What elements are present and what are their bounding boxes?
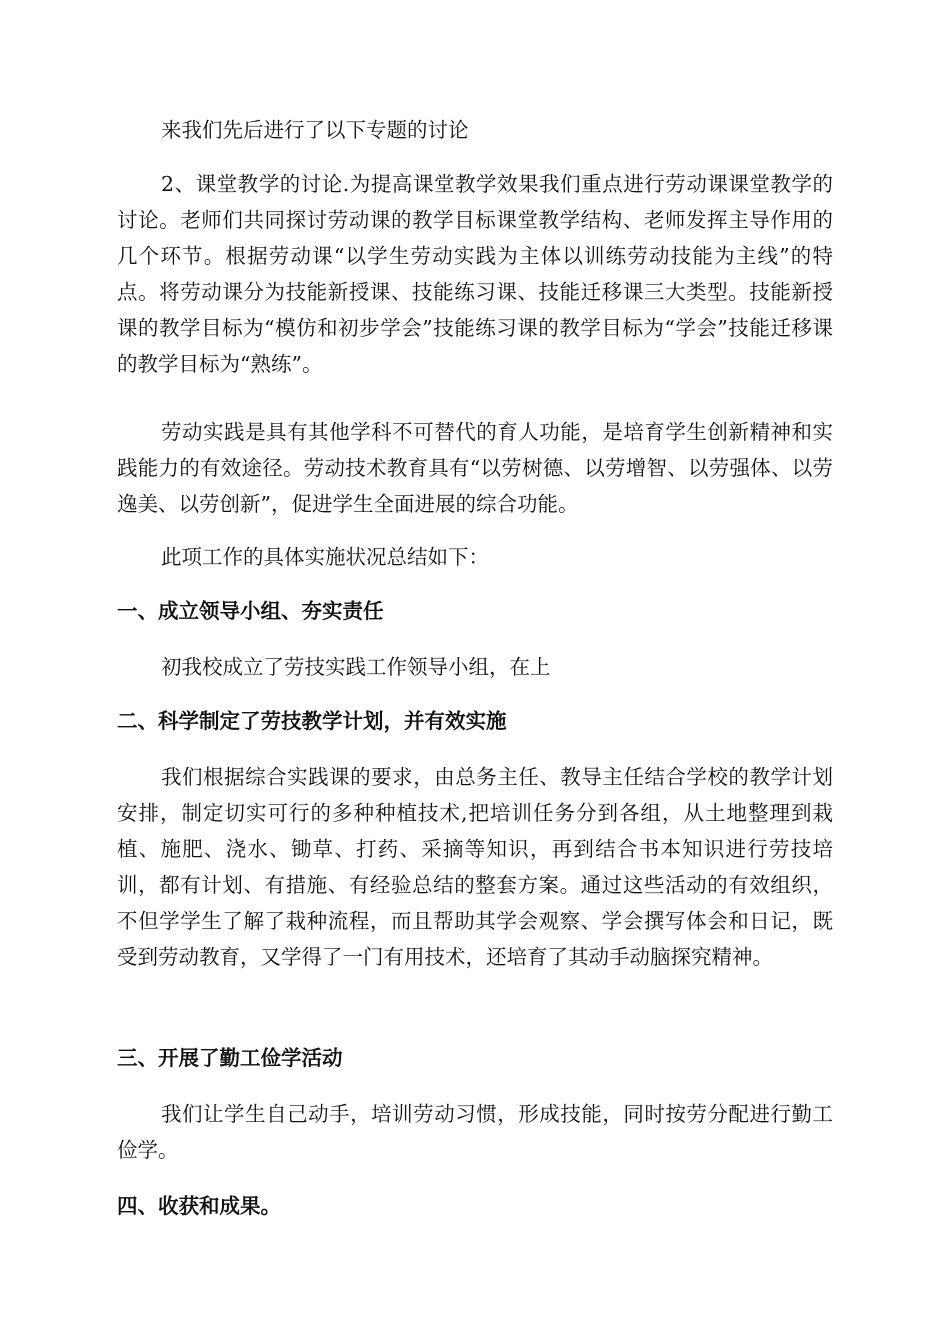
paragraph-teaching-plan: 我们根据综合实践课的要求，由总务主任、教导主任结合学校的教学计划安排，制定切实可行的多种种植技术,把培训任务分到各组，从土地整理到栽植、施肥、浇水、锄草、打药、采摘等知识，再到结合书本知识进行劳技培训，都有计划、有措施、有经验总结的整套方案。通过这些活动的有效组织，不但学学生了解了栽种流程，而且帮助其学会观察、学会撰写体会和日记，既受到劳动教育，又学得了一门有用技术，还培育了其动手动脑探究精神。	[117, 765, 833, 969]
heading-section-3: 三、开展了勤工俭学活动	[117, 1046, 343, 1070]
paragraph-work-study: 我们让学生自己动手，培训劳动习惯，形成技能，同时按劳分配进行勤工俭学。	[117, 1102, 833, 1162]
paragraph-intro: 来我们先后进行了以下专题的讨论	[161, 118, 469, 142]
paragraph-classroom-discussion: 2、课堂教学的讨论.为提高课堂教学效果我们重点进行劳动课课堂教学的讨论。老师们共同探讨劳动课的教学目标课堂教学结构、老师发挥主导作用的几个环节。根据劳动课“以学生劳动实践为主体以训练劳动技能为主线”的特点。将劳动课分为技能新授课、技能练习课、技能迁移课三大类型。技能新授课的教学目标为“模仿和初步学会”技能练习课的教学目标为“学会”技能迁移课的教学目标为“熟练”。	[117, 172, 833, 376]
paragraph-summary-intro: 此项工作的具体实施状况总结如下：	[161, 545, 489, 569]
heading-section-4: 四、收获和成果。	[117, 1194, 281, 1218]
paragraph-leadership-group: 初我校成立了劳技实践工作领导小组，在上	[161, 655, 551, 679]
paragraph-labor-practice: 劳动实践是具有其他学科不可替代的育人功能，是培育学生创新精神和实践能力的有效途径。劳动技术教育具有“以劳树德、以劳增智、以劳强体、以劳逸美、以劳创新”，促进学生全面进展的综合功能。	[117, 420, 833, 516]
heading-section-1: 一、成立领导小组、夯实责任	[117, 599, 384, 623]
heading-section-2: 二、科学制定了劳技教学计划，并有效实施	[117, 709, 507, 733]
